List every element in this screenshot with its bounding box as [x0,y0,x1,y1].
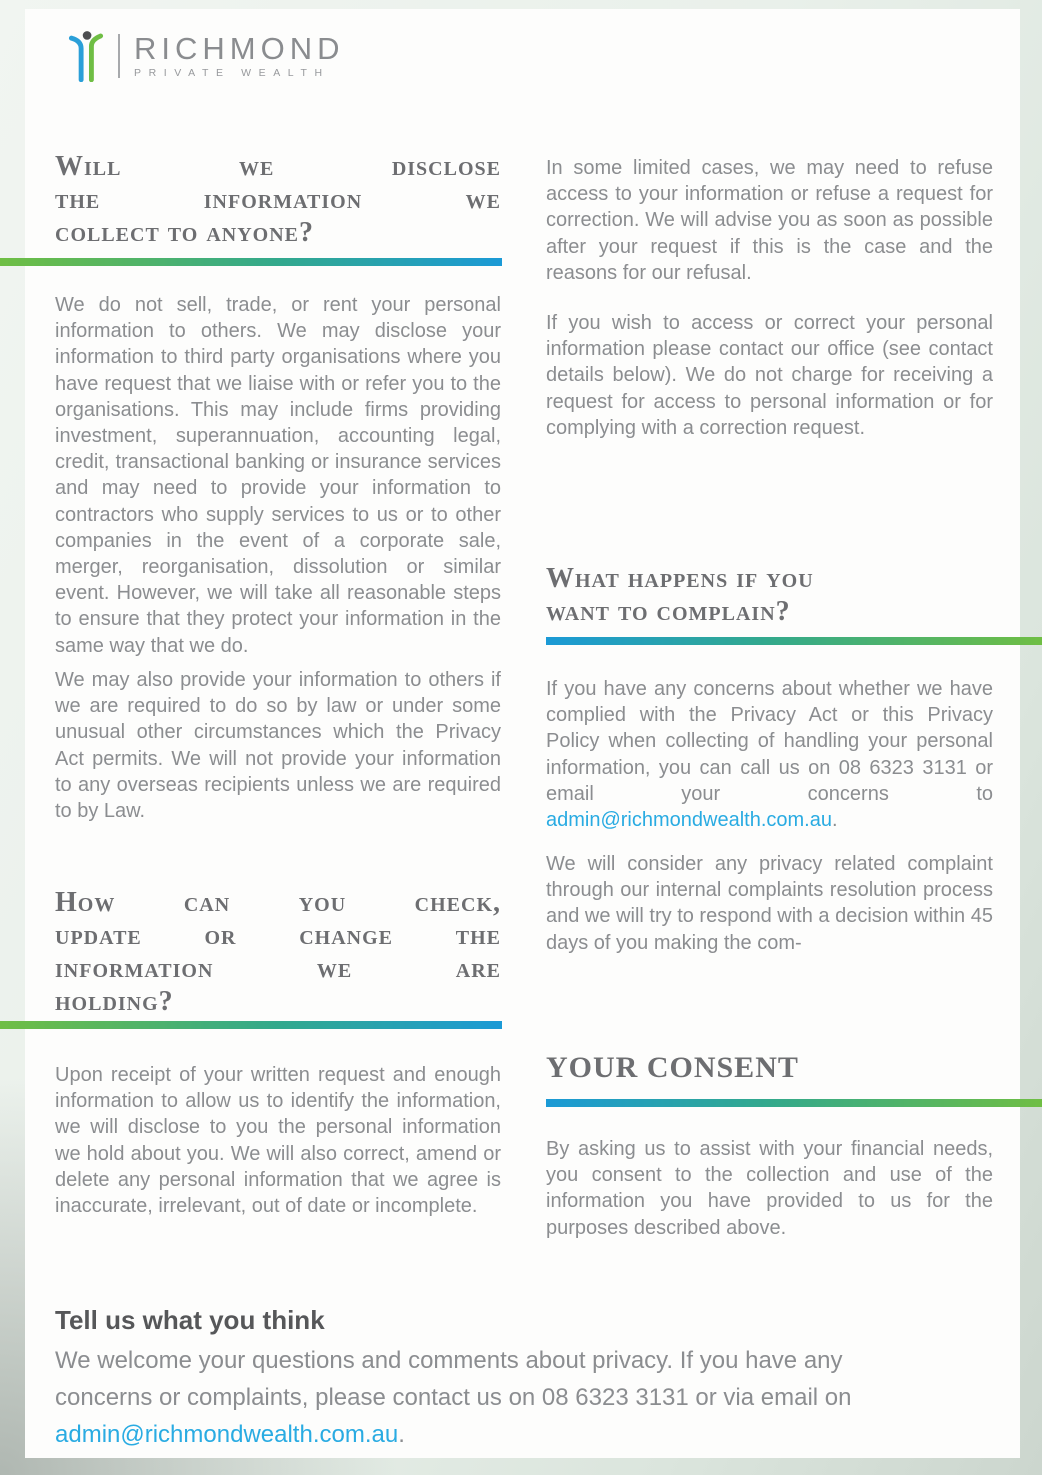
heading-line: holding? [55,986,174,1017]
paragraph-disclose-1: We do not sell, trade, or rent your personal information to others. We may disclose your information to third party organisations where you have request that we liaise with or refer you to the organisations. This may include firms providing investment, superannuation, accounting legal, credit, transactional banking or insurance services and may need to provide your information to contractors who supply services to us or to other companies in the event of a corporate sale, merger, reorganisation, dissolution or similar event. However, we will take all reasonable steps to ensure that they protect your information in the same way that we do. [55,294,501,657]
paragraph-text: If you have any concerns about whether we have complied with the Privacy Act or this Privacy Policy when collecting of handling your personal information, you can call us on 08 6323 3131 or email your concerns to [546,678,993,805]
paragraph-check-update: Upon receipt of your written request and enough information to allow us to identify the information, we will disclose to you the personal information we hold about you. We will also correct, amend or delete any personal information that we agree is inaccurate, irrelevant, out of date or incomplete. [55,1064,501,1218]
heading-disclose [55,150,501,249]
footer-title: Tell us what you think [55,1305,325,1335]
heading-line: information we are [55,953,501,984]
section-divider-bar [0,258,502,266]
paragraph-consent: By asking us to assist with your financial needs, you consent to the collection and use of the information you have provided to us for the purposes described above. [546,1138,993,1239]
section-divider-bar [0,1021,502,1029]
paragraph-period: . [832,809,838,832]
heading-line: collect to anyone? [55,217,315,248]
footer-body: We welcome your questions and comments about privacy. If you have any concerns or complaints, please contact us on 08 6323 3131 or via email on [55,1347,852,1411]
logo-name: RICHMOND [134,30,345,66]
paragraph-disclose-2: We may also provide your information to others if we are required to do so by law or under some unusual other circumstances which the Privacy Act permits. We will not provide your information to any overseas recipients unless we are required to by Law. [55,669,501,823]
paragraph-refuse-access: In some limited cases, we may need to refuse access to your information or refuse a request for correction. We will advise you as soon as possible after your request if this is the case and the reasons for our refusal. [546,157,993,284]
footer-text [55,1342,865,1453]
section-divider-bar [546,1099,1042,1107]
heading-line: Will we disclose [55,151,501,182]
heading-check-update [55,886,501,1018]
paragraph-access-correct: If you wish to access or correct your personal information please contact our office (see contact details below). We do not charge for receiving a request for access to personal information or for complying with a correction request. [546,312,993,439]
logo-wordmark [134,30,345,79]
section-divider-bar [546,637,1042,645]
heading-line: want to complain? [546,596,791,627]
footer-email-link[interactable]: admin@richmondwealth.com.au [55,1421,399,1448]
heading-line: What happens if you [546,563,814,594]
footer-period: . [398,1421,405,1448]
heading-complain [546,562,993,628]
heading-consent [546,1051,993,1085]
heading-line: How can you check, [55,887,501,918]
email-link[interactable]: admin@richmondwealth.com.au [546,809,832,832]
heading-line: update or change the [55,920,501,951]
person-figure-icon [66,30,106,82]
logo-divider [118,34,120,78]
heading-line: YOUR CONSENT [546,1051,799,1084]
logo-tagline: PRIVATE WEALTH [134,66,330,79]
logo [66,30,345,82]
paragraph-complaint-process: We will consider any privacy related complaint through our internal complaints resolution process and we will try to respond with a decision within 45 days of you making the com- [546,853,993,954]
paragraph-complain-contact [546,676,993,833]
heading-line: the information we [55,184,501,215]
